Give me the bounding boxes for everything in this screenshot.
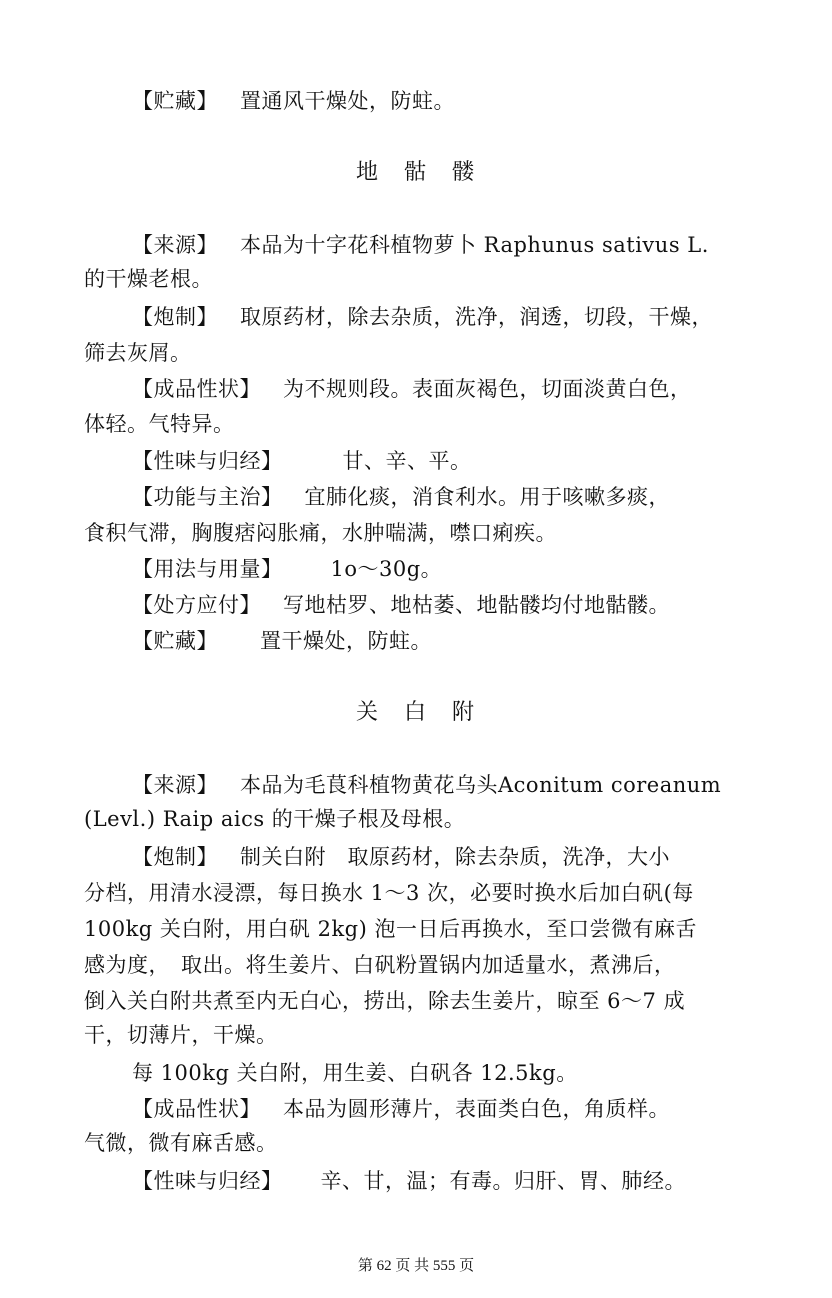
continuation-line: 的干燥老根。 <box>84 267 213 291</box>
processing-line <box>132 844 754 870</box>
page-footer: 第 62 页 共 555 页 <box>357 1258 475 1274</box>
section-text: 1o～30g。 <box>330 557 443 581</box>
continuation-line: 感为度， 取出。将生姜片、白矾粉置锅内加适量水，煮沸后， <box>84 953 676 977</box>
section-label: 【成品性状】 <box>132 1097 261 1121</box>
section-text: 本品为十字花科植物萝卜 Raphunus sativus L. <box>240 233 709 257</box>
continuation-line: 100kg 关白附，用白矾 2kg) 泡一日后再换水，至口尝微有麻舌 <box>84 917 697 941</box>
section-label: 【处方应付】 <box>132 593 261 617</box>
section-label: 【炮制】 <box>132 845 218 869</box>
section-label: 【性味与归经】 <box>132 1169 283 1193</box>
continuation-line: 食积气滞，胸腹痞闷胀痛，水肿喘满，噤口痢疾。 <box>84 521 557 545</box>
section-text: 为不规则段。表面灰褐色，切面淡黄白色， <box>283 377 692 401</box>
ratio-line: 每 100kg 关白附，用生姜、白矾各 12.5kg。 <box>132 1061 578 1085</box>
section-label: 【用法与用量】 <box>132 557 283 581</box>
section-label: 【功能与主治】 <box>132 485 283 509</box>
continuation-line: 倒入关白附共煮至内无白心，捞出，除去生姜片，晾至 6～7 成 <box>84 989 686 1013</box>
entry-title: 地 骷 髅 <box>355 160 476 185</box>
continuation-line: 分档，用清水浸漂，每日换水 1～3 次，必要时换水后加白矾(每 <box>84 881 694 905</box>
section-label: 【成品性状】 <box>132 377 261 401</box>
section-label: 【炮制】 <box>132 305 218 329</box>
section-label: 【性味与归经】 <box>132 449 283 473</box>
continuation-line: (Levl.) Raip aics 的干燥子根及母根。 <box>84 807 466 831</box>
section-text: 甘、辛、平。 <box>342 449 472 473</box>
section-text: 宜肺化痰，消食利水。用于咳嗽多痰， <box>304 485 670 509</box>
section-label: 【来源】 <box>132 773 218 797</box>
storage-line <box>132 88 754 114</box>
nature-line <box>132 448 754 474</box>
section-label: 【来源】 <box>132 233 218 257</box>
section-text: 辛、甘，温；有毒。归肝、胃、肺经。 <box>320 1169 686 1193</box>
nature-line <box>132 1168 754 1194</box>
appearance-line <box>132 376 754 402</box>
section-label: 【贮藏】 <box>132 629 218 653</box>
continuation-line: 干，切薄片，干燥。 <box>84 1023 278 1047</box>
section-text: 置干燥处，防蛀。 <box>260 629 432 653</box>
section-text: 制关白附 取原药材，除去杂质，洗净，大小 <box>240 845 670 869</box>
source-line <box>132 232 754 258</box>
section-text: 本品为圆形薄片，表面类白色，角质样。 <box>283 1097 670 1121</box>
continuation-line: 筛去灰屑。 <box>84 341 192 365</box>
continuation-line: 体轻。气特异。 <box>84 412 235 436</box>
prescription-line <box>132 592 754 618</box>
section-text: 写地枯罗、地枯萎、地骷髅均付地骷髅。 <box>283 593 670 617</box>
section-text: 取原药材，除去杂质，洗净，润透，切段，干燥， <box>240 305 713 329</box>
dosage-line <box>132 556 754 582</box>
function-line <box>132 484 754 510</box>
section-text: 置通风干燥处，防蛀。 <box>240 89 455 113</box>
continuation-line: 气微，微有麻舌感。 <box>84 1131 278 1155</box>
processing-line <box>132 304 754 330</box>
section-text: 本品为毛茛科植物黄花乌头Aconitum coreanum <box>240 773 722 797</box>
storage-line <box>132 628 754 654</box>
entry-title: 关 白 附 <box>355 700 476 725</box>
section-label: 【贮藏】 <box>132 89 218 113</box>
appearance-line <box>132 1096 754 1122</box>
source-line <box>132 772 754 798</box>
